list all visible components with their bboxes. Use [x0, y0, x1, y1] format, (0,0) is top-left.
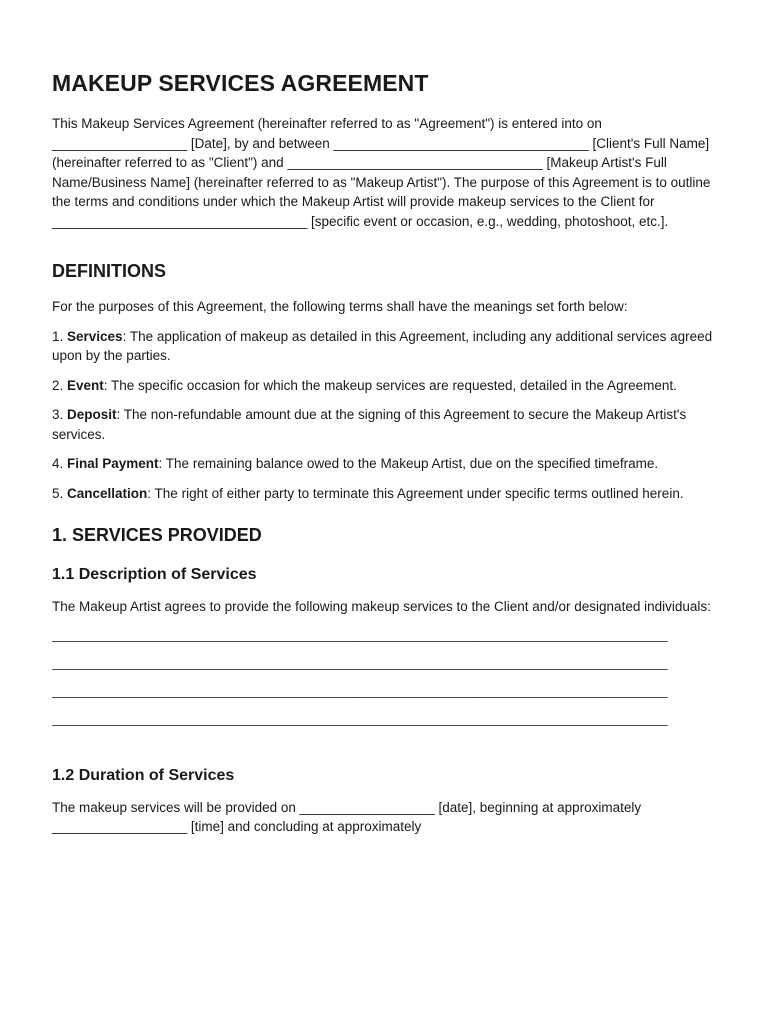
subsection-1-1-heading: 1.1 Description of Services [52, 566, 257, 583]
definition-number: 1. [52, 328, 68, 344]
definition-item [52, 327, 720, 366]
fill-in-line: __________________________________________________________________________________ [52, 710, 668, 726]
fill-in-line: __________________________________________________________________________________ [52, 682, 668, 698]
definition-term: Deposit [67, 407, 117, 422]
subsection-1-1-text: The Makeup Artist agrees to provide the following makeup services to the Client and/or designated individuals: [52, 599, 711, 614]
description-blank-lines [52, 625, 720, 737]
definitions-intro: For the purposes of this Agreement, the following terms shall have the meanings set forth below: [52, 299, 628, 314]
fill-in-line: __________________________________________________________________________________ [52, 654, 668, 670]
definition-text: : The right of either party to terminate this Agreement under specific terms outlined herein. [147, 485, 684, 501]
document-page [52, 70, 720, 837]
fill-in-line: __________________________________________________________________________________ [52, 626, 668, 642]
definitions-heading: DEFINITIONS [52, 261, 167, 281]
definition-number: 2. [52, 377, 68, 393]
definition-text: : The remaining balance owed to the Makeup Artist, due on the specified timeframe. [158, 456, 659, 471]
definition-term: Final Payment [67, 456, 159, 471]
definition-text: : The non-refundable amount due at the signing of this Agreement to secure the Makeup Artist's services. [52, 407, 687, 442]
definition-term: Services [67, 328, 123, 344]
definition-term: Event [67, 377, 104, 393]
subsection-1-2-heading: 1.2 Duration of Services [52, 766, 235, 784]
intro-paragraph: This Makeup Services Agreement (hereinafter referred to as "Agreement") is entered into on __________________ [Date], by and between __________________________________ [Client's Full Name] (hereinafter referred to as "Client") and __________________________________ [Makeup Artist's Full Name/Business Name] (hereinafter referred to as "Makeup Artist"). The purpose of this Agreement is to outline the terms and conditions under which the Makeup Artist will provide makeup services to the Client for __________________________________ [specific event or occasion, e.g., wedding, photoshoot, etc.]. [52, 116, 711, 229]
definition-number: 3. [52, 407, 68, 422]
definition-number: 4. [52, 456, 68, 471]
subsection-1-2-text: The makeup services will be provided on __________________ [date], beginning at approximately __________________ [time] and concluding at approximately [52, 799, 642, 834]
section-1-heading: 1. SERVICES PROVIDED [52, 525, 262, 545]
definition-text: : The specific occasion for which the makeup services are requested, detailed in the Agreement. [103, 377, 677, 393]
definition-number: 5. [52, 485, 68, 501]
definition-item [52, 484, 720, 504]
document-title: MAKEUP SERVICES AGREEMENT [52, 70, 429, 96]
definition-item [52, 454, 720, 474]
definition-item [52, 376, 720, 396]
definition-term: Cancellation [67, 485, 148, 501]
definition-item [52, 405, 720, 444]
definition-text: : The application of makeup as detailed in this Agreement, including any additional services agreed upon by the parties. [52, 328, 713, 363]
